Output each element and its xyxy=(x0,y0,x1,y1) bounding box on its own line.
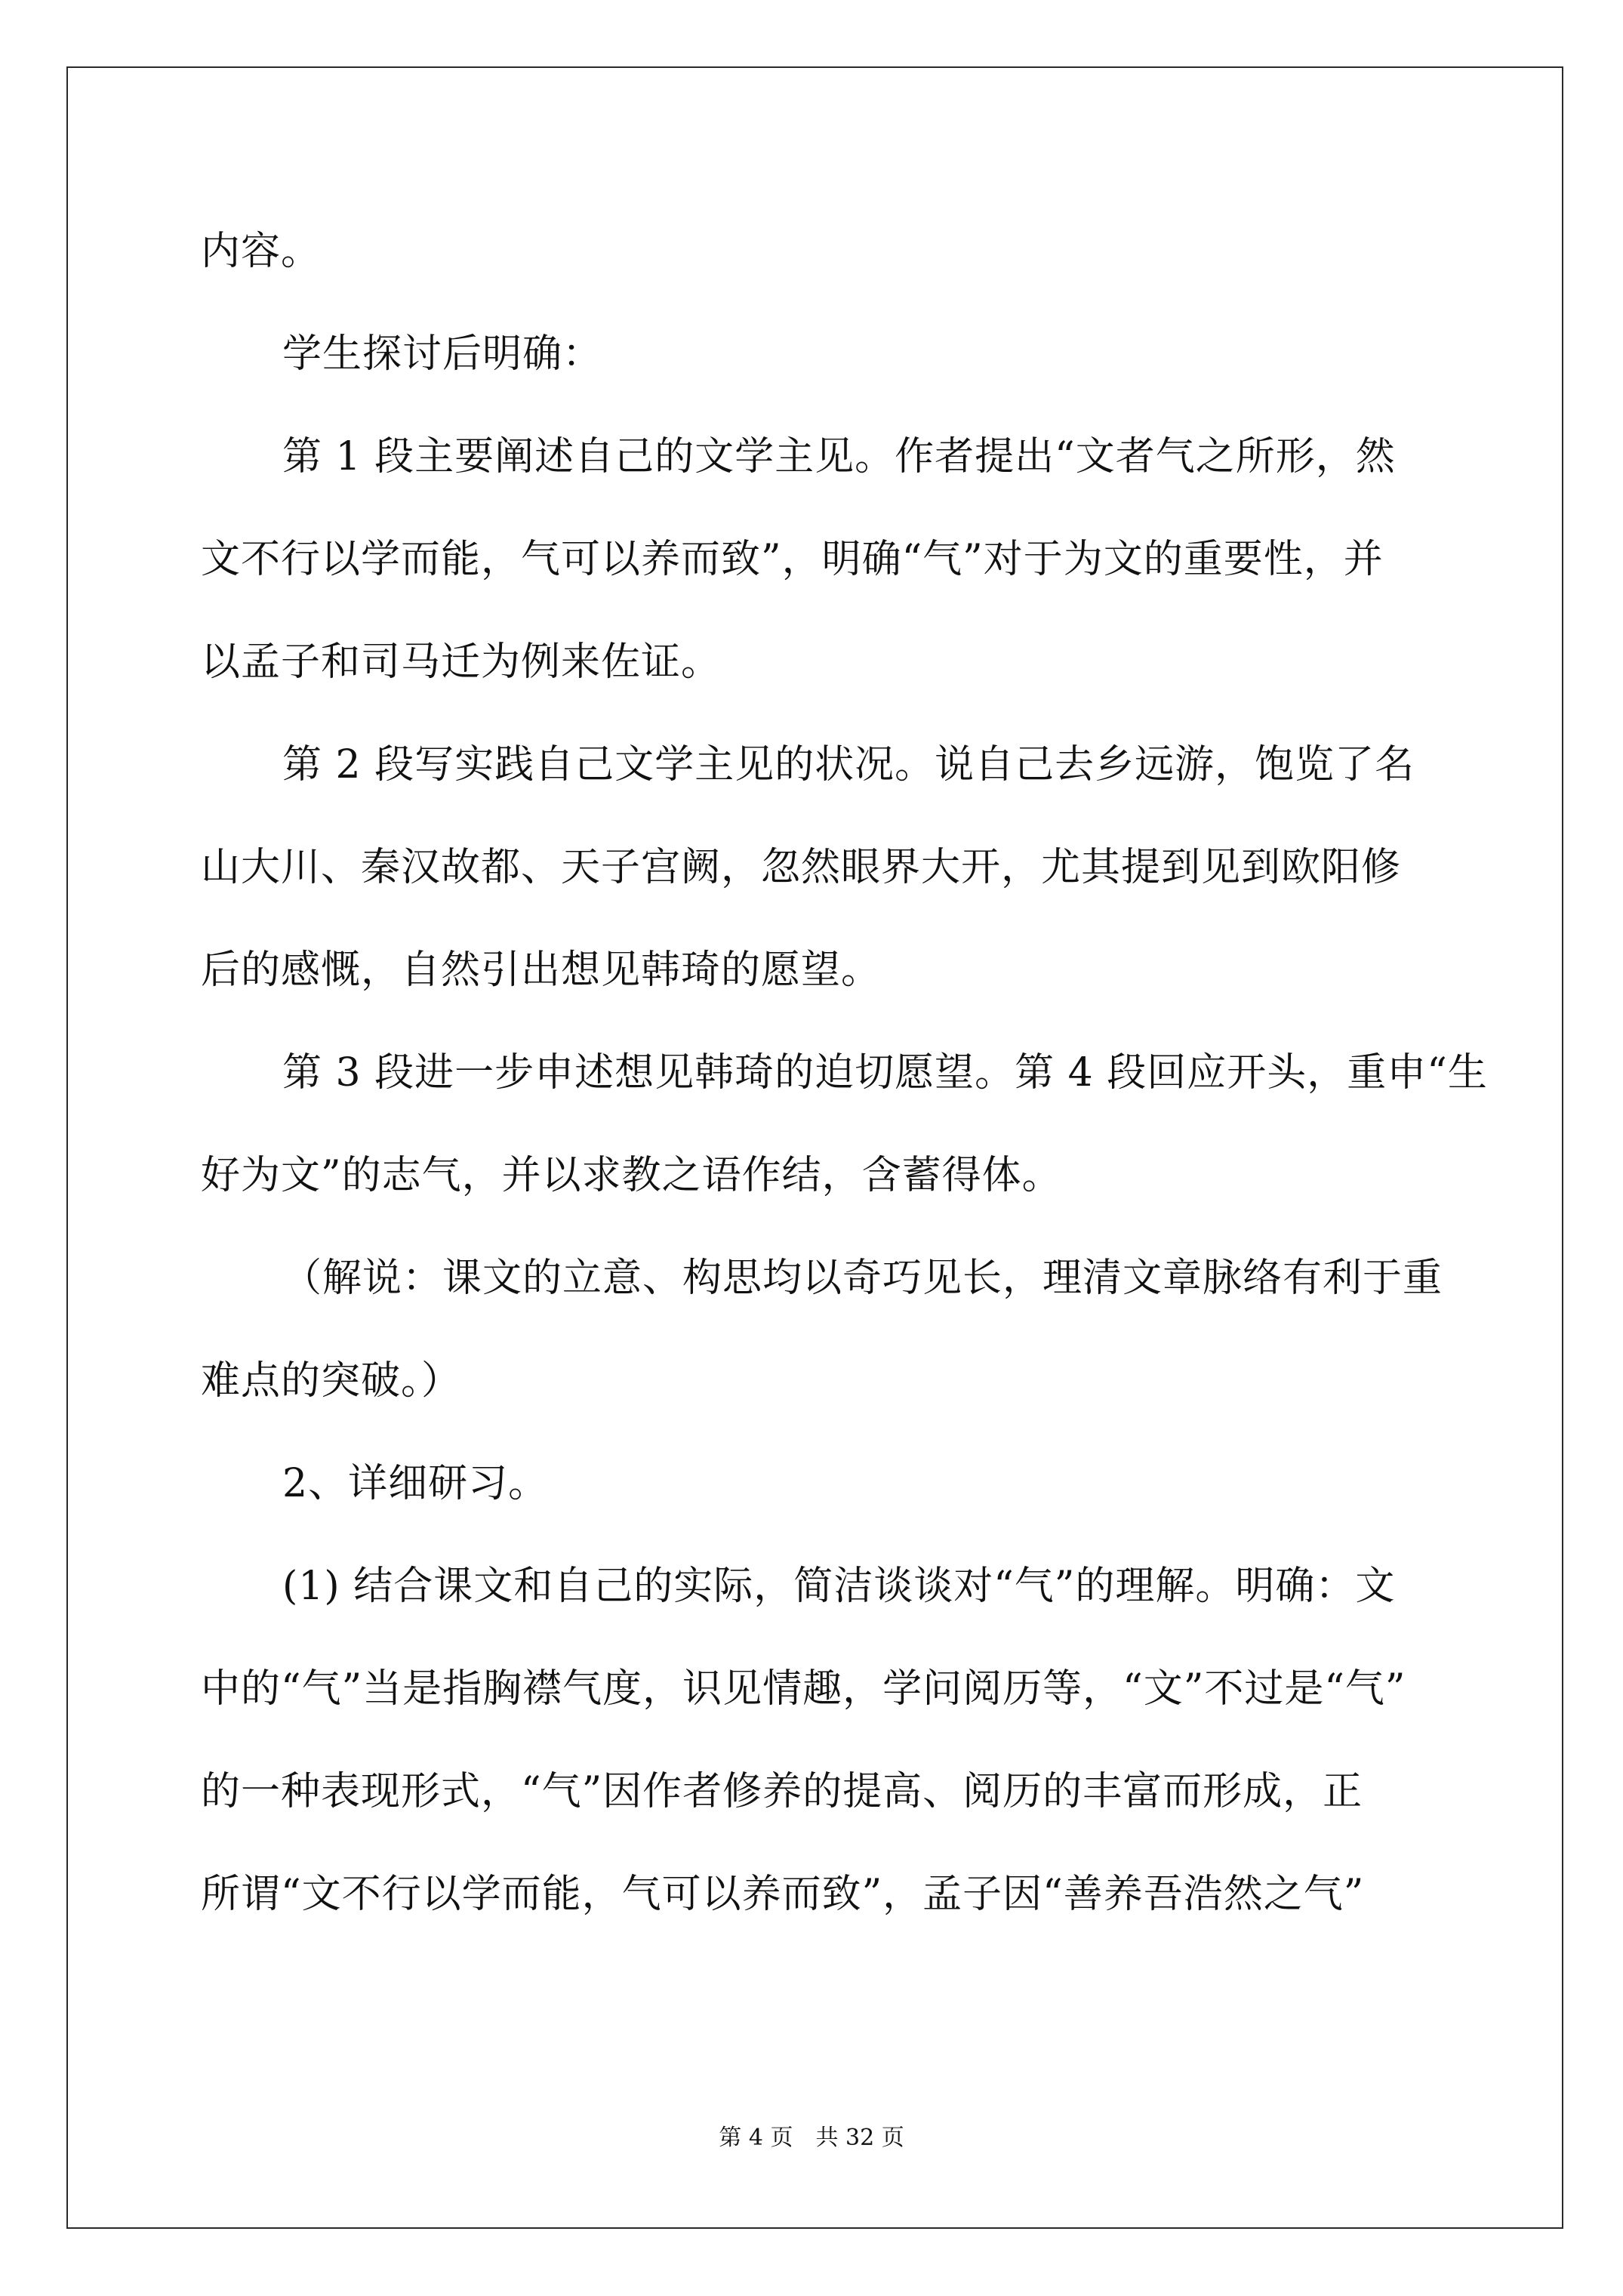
text-line: 第 1 段主要阐述自己的文学主见。作者提出“文者气之所形，然 xyxy=(282,434,1396,479)
text-line: 学生探讨后明确： xyxy=(282,331,603,377)
text-line: 后的感慨，自然引出想见韩琦的愿望。 xyxy=(201,948,882,993)
text-line: 第 3 段进一步申述想见韩琦的迫切愿望。第 4 段回应开头，重申“生 xyxy=(282,1050,1488,1096)
text-line: 内容。 xyxy=(201,229,322,274)
text-line: 文不行以学而能，气可以养而致”，明确“气”对于为文的重要性，并 xyxy=(201,537,1384,582)
text-line: 以孟子和司马迁为例来佐证。 xyxy=(201,639,722,685)
text-line: （解说：课文的立意、构思均以奇巧见长，理清文章脉络有利于重 xyxy=(282,1256,1443,1301)
text-line: 中的“气”当是指胸襟气度，识见情趣，学问阅历等，“文”不过是“气” xyxy=(201,1666,1406,1712)
text-line: 难点的突破。） xyxy=(201,1358,462,1404)
text-line: 第 2 段写实践自己文学主见的状况。说自己去乡远游，饱览了名 xyxy=(282,742,1415,787)
text-line: 所谓“文不行以学而能，气可以养而致”，孟子因“善养吾浩然之气” xyxy=(201,1872,1365,1917)
text-line: 2、详细研习。 xyxy=(282,1461,549,1506)
text-line: 的一种表现形式，“气”因作者修养的提高、阅历的丰富而形成，正 xyxy=(201,1769,1363,1814)
text-line: 山大川、秦汉故都、天子宫阙，忽然眼界大开，尤其提到见到欧阳修 xyxy=(201,845,1402,890)
text-line: 好为文”的志气，并以求教之语作结，含蓄得体。 xyxy=(201,1153,1062,1198)
text-line: (1) 结合课文和自己的实际，简洁谈谈对“气”的理解。明确：文 xyxy=(282,1564,1396,1609)
page-number: 第 4 页 共 32 页 xyxy=(719,2125,904,2151)
